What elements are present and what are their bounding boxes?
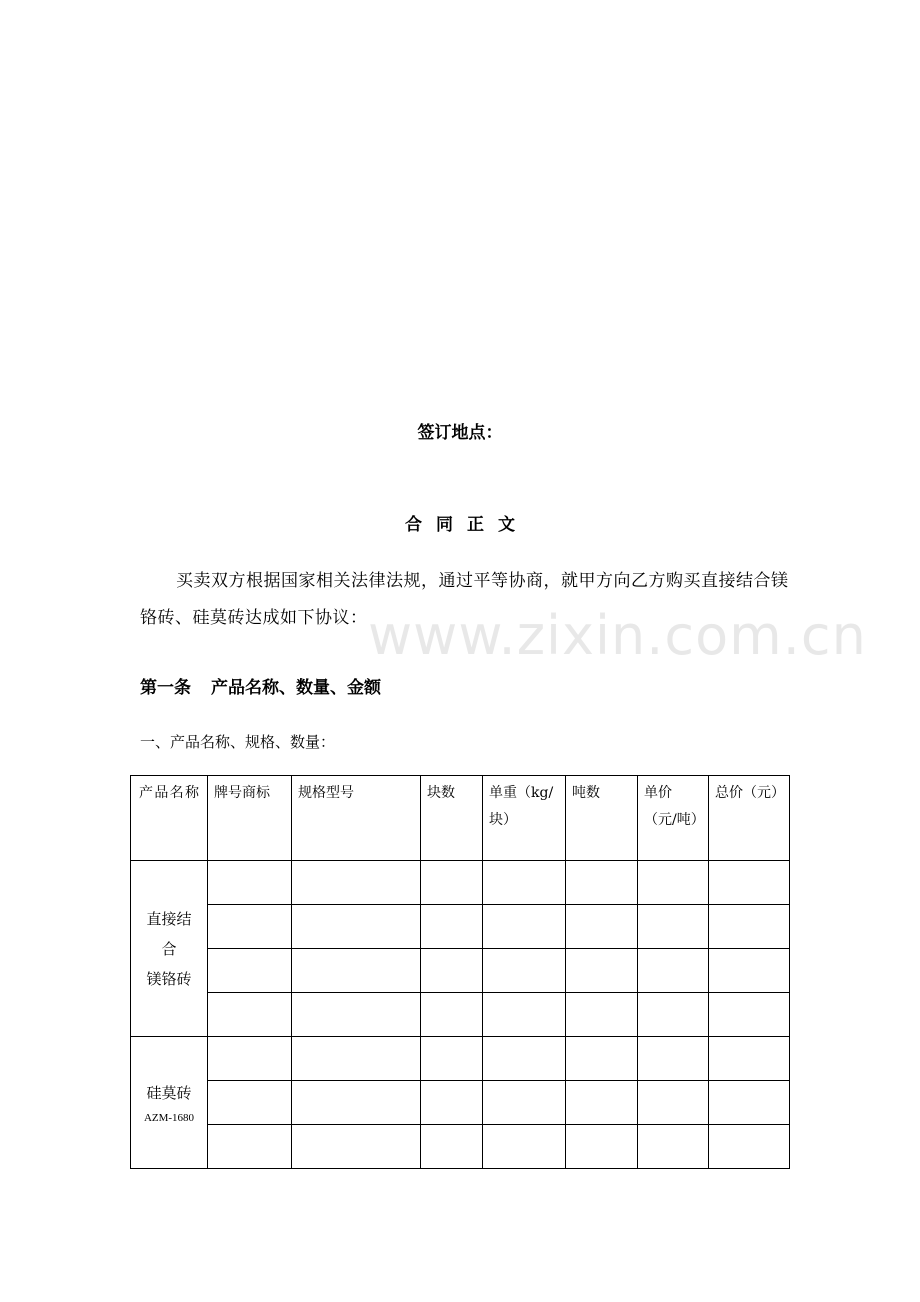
table-cell[interactable] bbox=[638, 993, 709, 1037]
table-cell[interactable] bbox=[709, 993, 790, 1037]
table-cell[interactable] bbox=[292, 1125, 421, 1169]
table-cell[interactable] bbox=[292, 1037, 421, 1081]
table-row bbox=[131, 949, 790, 993]
table-cell[interactable] bbox=[292, 949, 421, 993]
table-header-row bbox=[131, 776, 790, 861]
table-cell[interactable] bbox=[208, 993, 292, 1037]
table-cell[interactable] bbox=[709, 949, 790, 993]
contract-title-char: 同 bbox=[436, 515, 453, 535]
contract-title bbox=[0, 510, 920, 535]
table-cell[interactable] bbox=[709, 1081, 790, 1125]
contract-title-char: 文 bbox=[498, 515, 515, 535]
contract-title-char: 正 bbox=[467, 515, 484, 535]
table-row bbox=[131, 1037, 790, 1081]
table-cell[interactable] bbox=[292, 905, 421, 949]
table-row bbox=[131, 1081, 790, 1125]
table-cell[interactable] bbox=[638, 1125, 709, 1169]
table-cell[interactable] bbox=[483, 1037, 566, 1081]
table-cell[interactable] bbox=[292, 993, 421, 1037]
table-cell[interactable] bbox=[483, 993, 566, 1037]
sign-place-label: 签订地点： bbox=[417, 423, 503, 443]
table-cell[interactable] bbox=[566, 1037, 638, 1081]
group-name-line: 镁铬砖 bbox=[146, 969, 192, 988]
product-table bbox=[130, 775, 790, 1169]
table-cell[interactable] bbox=[483, 905, 566, 949]
article-number: 第一条 bbox=[140, 678, 191, 698]
header-tons: 吨数 bbox=[566, 776, 638, 861]
group-name-line: 直接结 bbox=[146, 909, 192, 928]
header-brand: 牌号商标 bbox=[208, 776, 292, 861]
table-row bbox=[131, 993, 790, 1037]
header-spec: 规格型号 bbox=[292, 776, 421, 861]
table-cell[interactable] bbox=[709, 905, 790, 949]
table-cell[interactable] bbox=[292, 861, 421, 905]
table-cell[interactable] bbox=[709, 861, 790, 905]
table-cell[interactable] bbox=[483, 949, 566, 993]
table-cell[interactable] bbox=[566, 905, 638, 949]
table-cell[interactable] bbox=[421, 993, 483, 1037]
group-model: AZM-1680 bbox=[143, 1111, 195, 1124]
table-cell[interactable] bbox=[208, 861, 292, 905]
table-row bbox=[131, 1125, 790, 1169]
table-cell[interactable] bbox=[566, 1125, 638, 1169]
header-total: 总价（元） bbox=[709, 776, 790, 861]
product-group-silica-mullite bbox=[131, 1037, 208, 1169]
section-1-heading: 一、产品名称、规格、数量： bbox=[140, 733, 336, 751]
table-cell[interactable] bbox=[709, 1037, 790, 1081]
table-cell[interactable] bbox=[566, 1081, 638, 1125]
table-cell[interactable] bbox=[709, 1125, 790, 1169]
table-cell[interactable] bbox=[208, 949, 292, 993]
table-cell[interactable] bbox=[421, 861, 483, 905]
article-1-heading bbox=[140, 673, 381, 698]
table-cell[interactable] bbox=[208, 1037, 292, 1081]
table-row bbox=[131, 905, 790, 949]
table-cell[interactable] bbox=[421, 1125, 483, 1169]
table-cell[interactable] bbox=[208, 1125, 292, 1169]
table-cell[interactable] bbox=[638, 905, 709, 949]
table-cell[interactable] bbox=[421, 1081, 483, 1125]
table-cell[interactable] bbox=[208, 1081, 292, 1125]
table-row bbox=[131, 861, 790, 905]
table-cell[interactable] bbox=[292, 1081, 421, 1125]
watermark: www.zixin.com.cn bbox=[368, 604, 867, 667]
contract-title-char: 合 bbox=[405, 515, 422, 535]
table-cell[interactable] bbox=[421, 905, 483, 949]
header-blocks: 块数 bbox=[421, 776, 483, 861]
group-name-line: 硅莫砖 bbox=[146, 1083, 192, 1102]
table-cell[interactable] bbox=[638, 949, 709, 993]
table-cell[interactable] bbox=[483, 861, 566, 905]
table-cell[interactable] bbox=[638, 1081, 709, 1125]
table-cell[interactable] bbox=[566, 861, 638, 905]
table-cell[interactable] bbox=[483, 1125, 566, 1169]
table-cell[interactable] bbox=[566, 993, 638, 1037]
table-cell[interactable] bbox=[421, 1037, 483, 1081]
table-cell[interactable] bbox=[638, 861, 709, 905]
header-product-name: 产品名称 bbox=[131, 776, 208, 861]
table-cell[interactable] bbox=[483, 1081, 566, 1125]
table-cell[interactable] bbox=[208, 905, 292, 949]
group-name-line: 合 bbox=[161, 939, 177, 958]
article-title: 产品名称、数量、金额 bbox=[211, 678, 381, 698]
product-group-magnesia-chrome bbox=[131, 861, 208, 1037]
header-unit-price: 单价（元/吨） bbox=[638, 776, 709, 861]
table-cell[interactable] bbox=[421, 949, 483, 993]
table-cell[interactable] bbox=[638, 1037, 709, 1081]
header-unit-weight: 单重（kg/块） bbox=[483, 776, 566, 861]
intro-paragraph: 买卖双方根据国家相关法律法规，通过平等协商，就甲方向乙方购买直接结合镁铬砖、硅莫砖达成如下协议： bbox=[140, 571, 789, 628]
table-cell[interactable] bbox=[566, 949, 638, 993]
